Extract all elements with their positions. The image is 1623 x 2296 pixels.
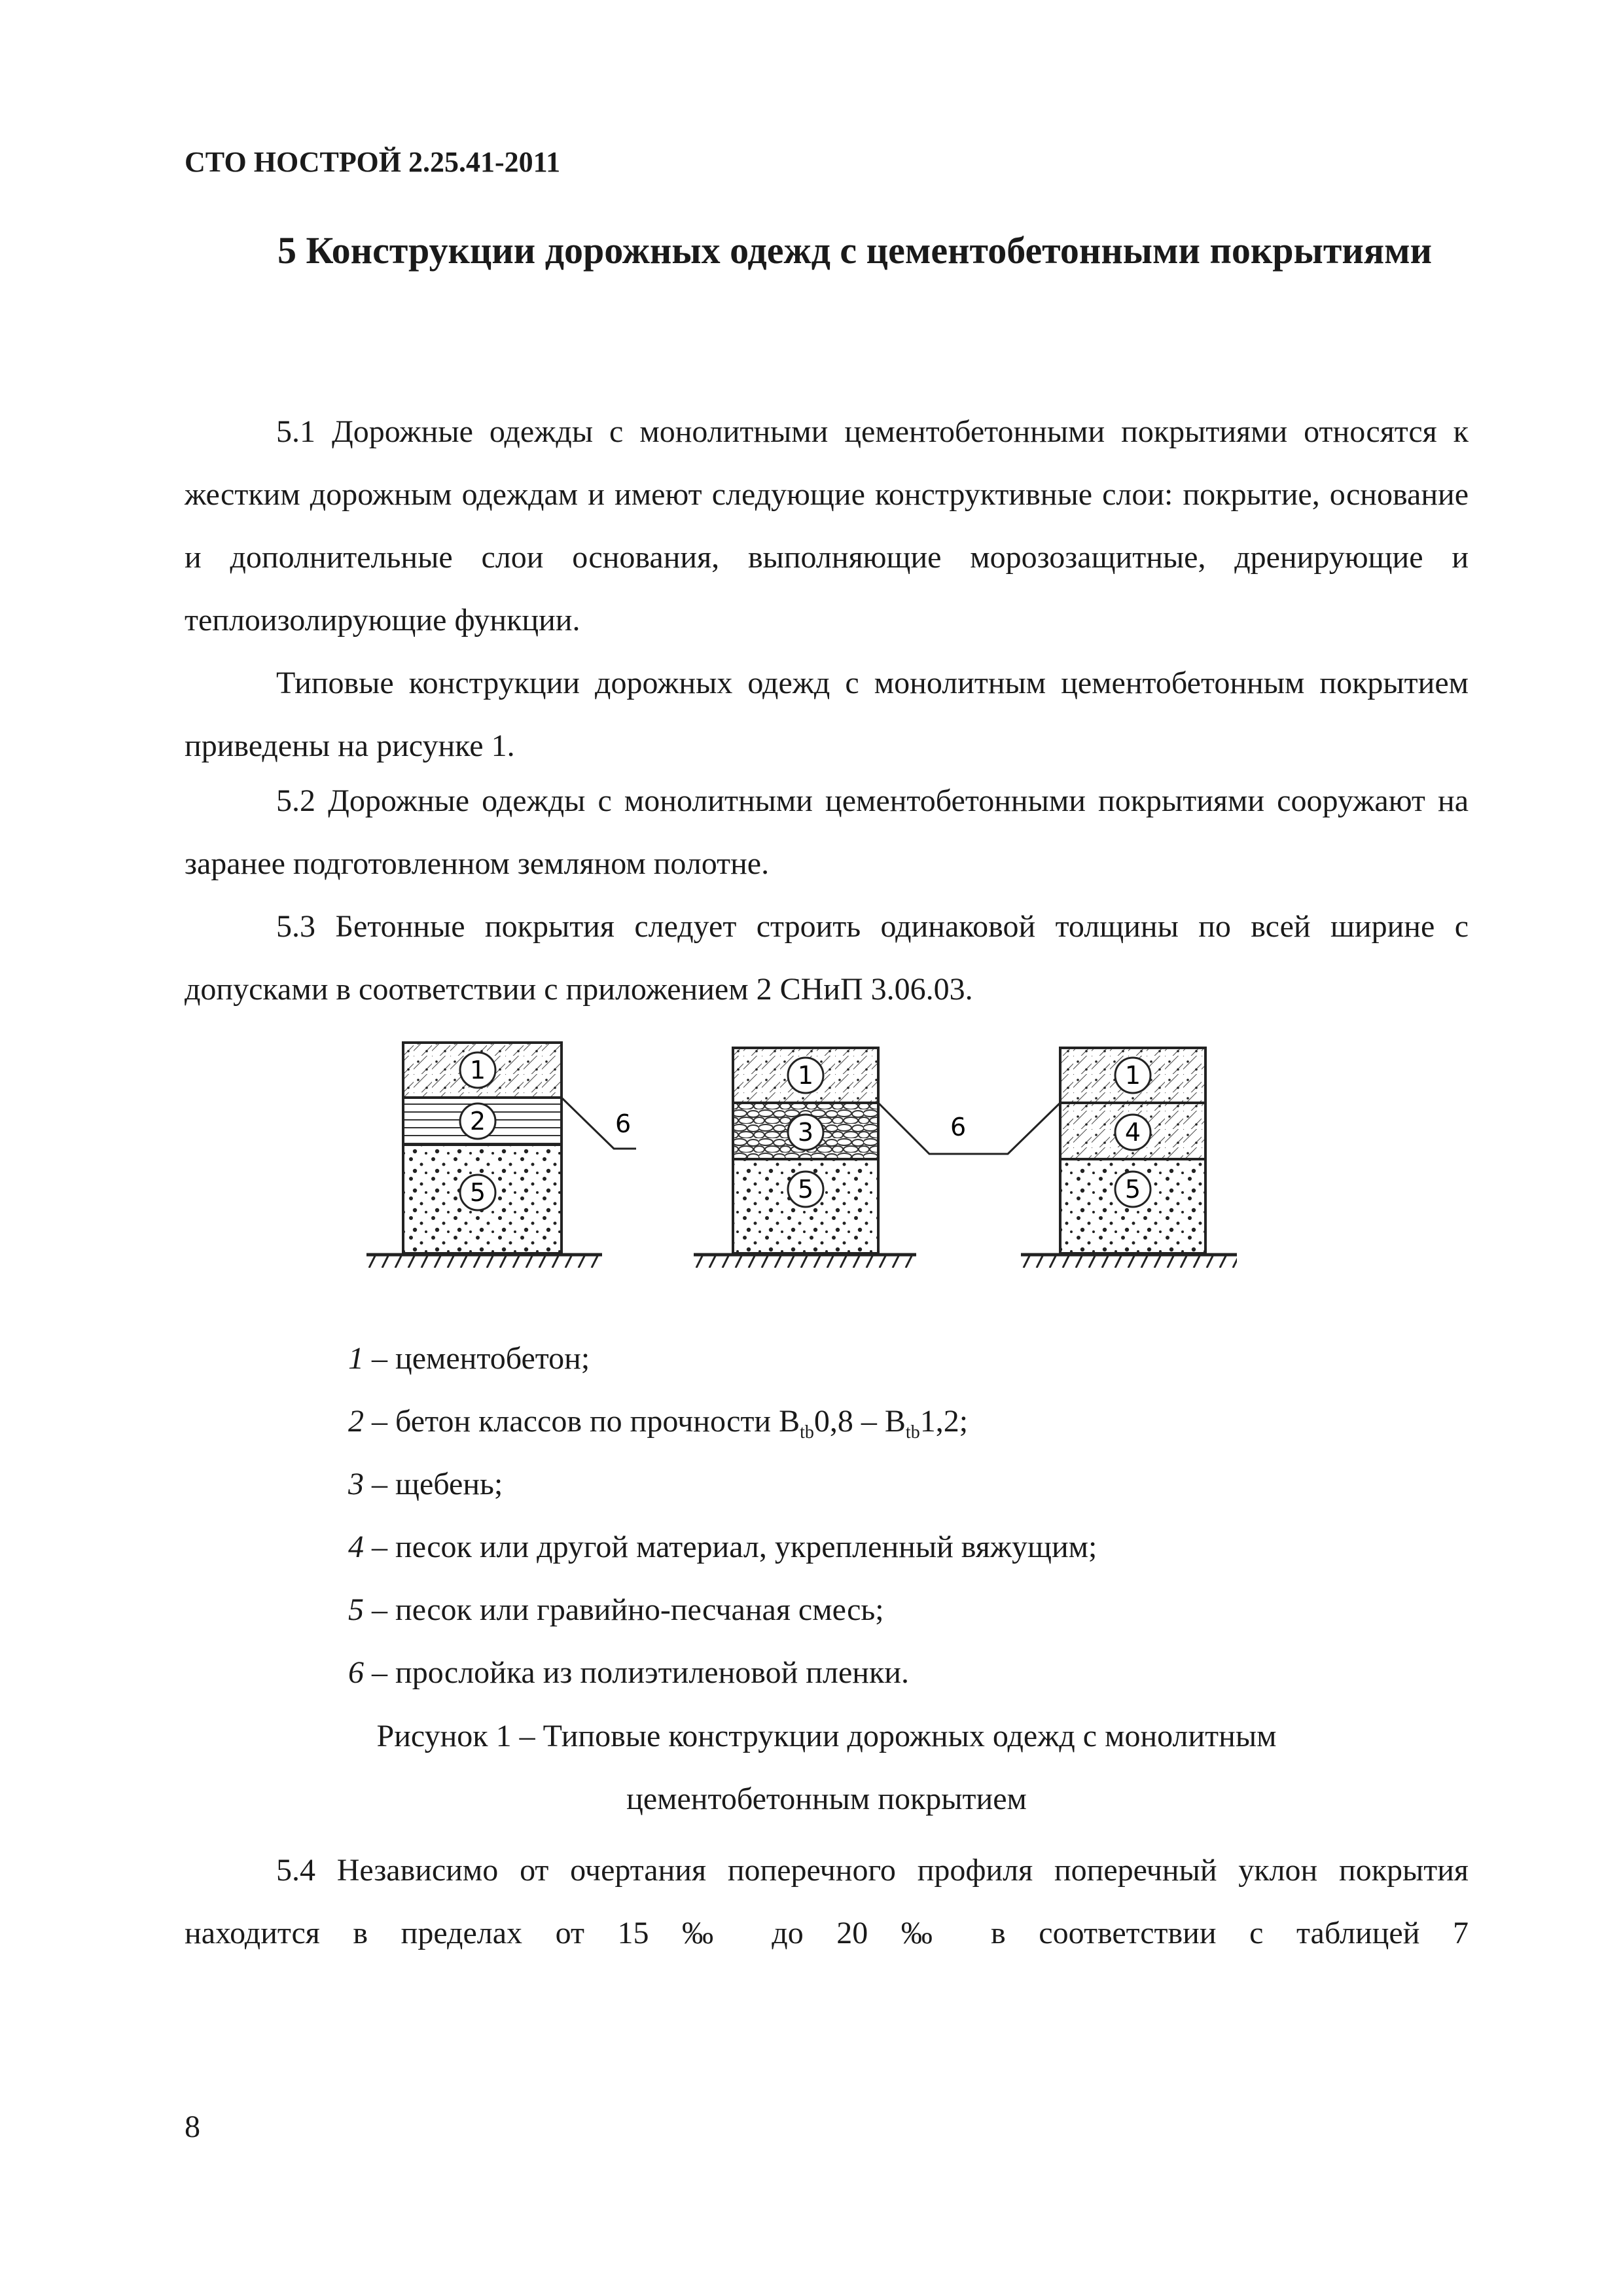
body-text-middle <box>185 770 1469 1021</box>
callout-label-6-shared: 6 <box>950 1113 967 1141</box>
structure-1 <box>366 1043 636 1268</box>
paragraph-5-1: 5.1 Дорожные одежды с монолитными цементобетонными покрытиями относятся к жестким дорожным одеждам и имеют следующие конструктивные слои: покрытие, основание и дополнительные слои основания, выполняющие морозозащитные, дренирующие и теплоизолирующие функции. <box>185 414 1469 637</box>
svg-text:5: 5 <box>469 1178 486 1207</box>
marker-1 <box>1115 1058 1150 1093</box>
marker-4 <box>1115 1115 1150 1150</box>
legend-item-2: 2 – бетон классов по прочности $B_{tb}0,8 - B_{tb}1,2$; <box>348 1404 969 1443</box>
paragraph-5-3: 5.3 Бетонные покрытия следует строить одинаковой толщины по всей ширине с допусками в соответствии с приложением 2 СНиП 3.06.03. <box>185 909 1469 1007</box>
paragraph-5-2: 5.2 Дорожные одежды с монолитными цементобетонными покрытиями сооружают на заранее подготовленном земляном полотне. <box>185 783 1469 881</box>
legend-item-5: 5 – песок или гравийно-песчаная смесь; <box>348 1592 884 1627</box>
paragraph-5-4: 5.4 Независимо от очертания поперечного профиля поперечный уклон покрытия находится в пределах от 15 ‰ до 20 ‰ в соответствии с таблицей 7 <box>185 1853 1469 1950</box>
body-text-top <box>185 401 1469 778</box>
marker-1 <box>788 1058 823 1093</box>
structure-3 <box>1021 1048 1237 1268</box>
document-code-header: СТО НОСТРОЙ 2.25.41-2011 <box>185 146 561 178</box>
marker-5 <box>1115 1172 1150 1207</box>
svg-text:3: 3 <box>797 1118 814 1147</box>
svg-text:5: 5 <box>797 1175 814 1204</box>
svg-text:5: 5 <box>1124 1175 1141 1204</box>
structure-2 <box>694 1048 916 1268</box>
figure-road-structures <box>340 1037 1257 1293</box>
callout-label-6-left: 6 <box>615 1109 632 1138</box>
legend-item-1: 1 – цементобетон; <box>348 1341 590 1376</box>
road-structures-diagram <box>340 1037 1257 1293</box>
marker-5 <box>788 1172 823 1207</box>
figure-caption-line-1: Рисунок 1 – Типовые конструкции дорожных одежд с монолитным <box>376 1719 1277 1753</box>
svg-text:4: 4 <box>1124 1118 1141 1147</box>
svg-text:1: 1 <box>469 1056 486 1085</box>
paragraph-figure-ref: Типовые конструкции дорожных одежд с монолитным цементобетонным покрытием приведены на рисунке 1. <box>185 666 1469 763</box>
figure-caption-line-2: цементобетонным покрытием <box>626 1782 1027 1816</box>
marker-1 <box>460 1052 495 1088</box>
section-heading: 5 Конструкции дорожных одежд с цементобетонными покрытиями <box>277 229 1433 272</box>
figure-caption <box>185 1705 1469 1831</box>
legend-item-3: 3 – щебень; <box>348 1467 503 1501</box>
legend-item-4: 4 – песок или другой материал, укрепленный вяжущим; <box>348 1530 1097 1564</box>
marker-5 <box>460 1175 495 1210</box>
legend-item-6: 6 – прослойка из полиэтиленовой пленки. <box>348 1655 909 1690</box>
svg-text:1: 1 <box>1124 1061 1141 1090</box>
svg-text:2: 2 <box>469 1107 486 1136</box>
page-number: 8 <box>185 2109 200 2144</box>
marker-2 <box>460 1103 495 1139</box>
body-text-bottom <box>185 1839 1469 1965</box>
svg-text:1: 1 <box>797 1061 814 1090</box>
callout-line-6-shared <box>878 1103 1060 1154</box>
figure-legend <box>348 1327 1097 1704</box>
marker-3 <box>788 1115 823 1150</box>
